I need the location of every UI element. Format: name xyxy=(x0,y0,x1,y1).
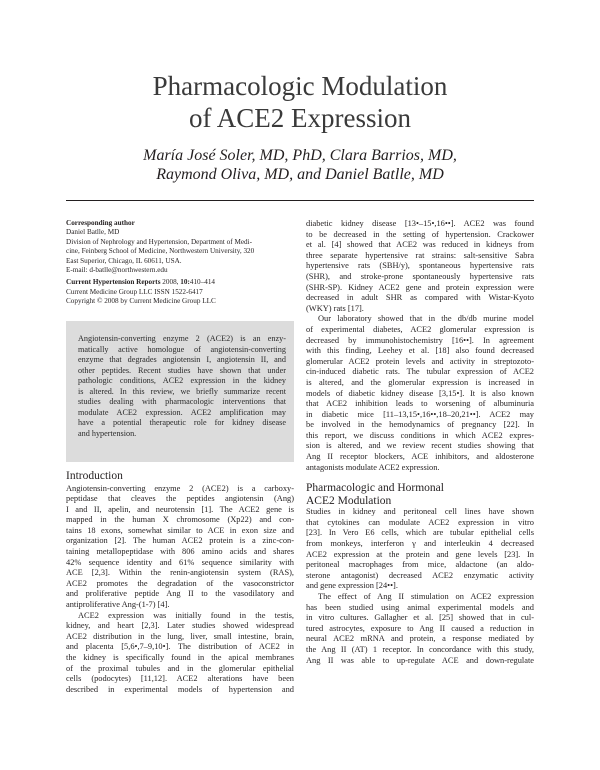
text-line: (WKY) rats [17]. xyxy=(306,303,364,313)
text-line: organization [2]. The human ACE2 protein is a zinc-con- xyxy=(66,536,294,546)
text-line: of the proximal tubules and in the glomerular epithelial xyxy=(66,663,294,673)
abstract-line: matically active homologue of angiotensin-converting xyxy=(78,344,286,354)
title-line-2: of ACE2 Expression xyxy=(189,103,411,133)
text-line: diabetic kidney disease [13•–15•,16••]. ACE2 was found xyxy=(306,219,534,228)
introduction-paragraph-2 xyxy=(66,611,294,696)
text-line: that ACE2 inhibition leads to worsening of albuminuria xyxy=(306,399,534,409)
introduction-paragraph-1 xyxy=(66,484,294,611)
journal-name: Current Hypertension Reports xyxy=(66,278,161,287)
text-line: Angiotensin-converting enzyme 2 (ACE2) is a carboxy- xyxy=(66,483,294,493)
text-line: with this finding, Leehey et al. [18] also found decreased xyxy=(306,346,534,356)
citation-block xyxy=(66,278,294,306)
section-heading xyxy=(306,482,534,507)
text-line: mapped in the human X chromosome (Xp22) and con- xyxy=(66,515,294,525)
abstract-line: pathologic conditions, ACE2 expression in the kidney xyxy=(78,376,286,385)
abstract-text xyxy=(78,334,286,439)
introduction-heading: Introduction xyxy=(66,470,123,482)
corresponding-email[interactable]: E-mail: d-batlle@northwestern.edu xyxy=(66,266,168,275)
text-line: ACE2 promotes the degradation of the vasoconstrictor xyxy=(66,578,294,588)
text-line: I and II, apelin, and neurotensin [1]. The ACE2 gene is xyxy=(66,504,294,514)
author-line-1: María José Soler, MD, PhD, Clara Barrios, MD, xyxy=(143,147,457,164)
text-line: taining metallopeptidase with 806 amino acids and shares xyxy=(66,547,294,557)
text-line: et al. [4] showed that ACE2 was reduced in kidneys from xyxy=(306,240,534,250)
text-line: antiproliferative Ang-(1-7) [4]. xyxy=(66,600,170,610)
corresponding-line: Division of Nephrology and Hypertension, Department of Medi- xyxy=(66,237,253,246)
text-line: glomerular ACE2 protein levels and activity in streptozoto- xyxy=(306,356,534,366)
text-line: is altered, and the glomerular expression is increased in xyxy=(306,377,534,387)
corresponding-line: Daniel Batlle, MD xyxy=(66,228,120,237)
text-line: has been studied using animal experimental models and xyxy=(306,602,534,612)
text-line: models of diabetic kidney disease [3,15•]. It is also known xyxy=(306,388,534,398)
section-heading-line-1: Pharmacologic and Hormonal xyxy=(306,482,444,495)
text-line: the Ang II (AT) 1 receptor. In concordance with this study, xyxy=(306,644,534,654)
text-line: this report, we discuss conditions in which ACE2 expres- xyxy=(306,430,534,440)
citation-volume: 10: xyxy=(180,278,190,287)
corresponding-heading: Corresponding author xyxy=(66,219,135,227)
right-column xyxy=(306,219,534,666)
abstract-line: Angiotensin-converting enzyme 2 (ACE2) is an enzy- xyxy=(78,334,286,343)
copyright-line: Copyright © 2008 by Current Medicine Group LLC xyxy=(66,297,216,306)
corresponding-author-block xyxy=(66,219,294,275)
citation-year: 2008, xyxy=(160,278,181,287)
corresponding-line: cine, Feinberg School of Medicine, Northwestern University, 320 xyxy=(66,247,255,256)
right-paragraph-2 xyxy=(306,314,534,473)
text-line: of experimental diabetes, ACE2 glomerular expression is xyxy=(306,324,534,334)
text-line: Ang II receptor blockers, ACE inhibitors, and aldosterone xyxy=(306,452,534,462)
abstract-line: and hypertension. xyxy=(78,428,137,438)
text-line: The effect of Ang II stimulation on ACE2 expression xyxy=(318,592,534,601)
title-line-1: Pharmacologic Modulation xyxy=(152,71,448,101)
text-line: (SHR), and stroke-prone spontaneously hypertensive rats xyxy=(306,271,534,281)
text-line: be involved in the hemodynamics of pregnancy [22]. In xyxy=(306,420,534,430)
text-line: described in experimental models of hypertension and xyxy=(66,684,294,694)
author-list xyxy=(0,146,600,184)
text-line: and proliferative peptide Ang II to the vasodilatory and xyxy=(66,589,294,599)
text-line: and placenta [5,6•,7–9,10•]. The distribution of ACE2 in xyxy=(66,642,294,652)
text-line: peptidase that cleaves the peptides angiotensin (Ang) xyxy=(66,494,294,504)
text-line: ACE2 expression at the protein and gene levels [23]. In xyxy=(306,549,534,559)
abstract-line: modulate ACE2 expression. ACE2 amplification may xyxy=(78,407,286,417)
text-line: from monkeys, interferon γ and interleukin 4 decreased xyxy=(306,539,534,549)
text-line: sterone antagonist) decreased ACE2 enzymatic activity xyxy=(306,570,534,580)
text-line: [23]. In Vero E6 cells, which are tubular epithelial cells xyxy=(306,528,534,538)
citation-line-1 xyxy=(66,278,294,287)
text-line: Ang II was able to up-regulate ACE and down-regulate xyxy=(306,655,534,665)
text-line: ACE2 distribution in the lung, liver, small intestine, brain, xyxy=(66,631,294,641)
author-line-2: Raymond Oliva, MD, and Daniel Batlle, MD xyxy=(156,166,444,183)
right-paragraph-1 xyxy=(306,219,534,314)
text-line: cells (podocytes) [11,12]. ACE2 alterations have been xyxy=(66,674,294,684)
abstract-box xyxy=(66,321,294,462)
text-line: ACE2 expression was initially found in the testis, xyxy=(78,610,294,620)
text-line: and gene expression [24••]. xyxy=(306,581,398,591)
text-line: neural ACE2 mRNA and protein, a response mediated by xyxy=(306,634,534,644)
citation-line-2: Current Medicine Group LLC ISSN 1522-6417 xyxy=(66,287,203,296)
text-line: kidney, and heart [2,3]. Later studies showed widespread xyxy=(66,621,294,631)
text-line: 42% sequence identity and 61% sequence similarity with xyxy=(66,557,294,567)
text-line: decreased in adult SHR as compared with Wistar-Kyoto xyxy=(306,293,534,303)
right-paragraph-3 xyxy=(306,507,534,592)
abstract-line: enzyme that degrades angiotensin I, angiotensin II, and xyxy=(78,355,286,364)
text-line: cin-induced diabetic rats. The tubular expression of ACE2 xyxy=(306,367,534,377)
abstract-line: is altered. In this review, we briefly summarize recent xyxy=(78,386,286,396)
text-line: that cytokines can modulate ACE2 expression in vitro xyxy=(306,517,534,527)
text-line: in diabetic mice [11–13,15•,16••,18–20,21••]. ACE2 may xyxy=(306,409,534,419)
text-line: in vitro cultures. Gallagher et al. [25] showed that in cul- xyxy=(306,613,534,623)
page-title xyxy=(0,70,600,134)
text-line: decreased by immunohistochemistry [16••]. In agreement xyxy=(306,335,534,345)
text-line: Studies in kidney and peritoneal cell lines have shown xyxy=(306,507,534,517)
abstract-line: other peptides. Recent studies have shown that under xyxy=(78,365,286,375)
text-line: tains 18 exons, somewhat similar to ACE in exon size and xyxy=(66,525,294,535)
text-line: tured astrocytes, exposure to Ang II caused a reduction in xyxy=(306,623,534,633)
title-divider xyxy=(66,200,534,201)
text-line: antagonists modulate ACE2 expression. xyxy=(306,462,440,472)
right-paragraph-4 xyxy=(306,592,534,666)
section-heading-line-2: ACE2 Modulation xyxy=(306,494,392,507)
text-line: the kidney is specifically found in the apical membranes xyxy=(66,653,294,662)
citation-pages: 410–414 xyxy=(189,278,216,287)
corresponding-line: East Superior, Chicago, IL 60611, USA. xyxy=(66,256,182,265)
abstract-line: studies dealing with pharmacologic interventions that xyxy=(78,397,286,406)
text-line: sion is altered, and we review recent studies showing that xyxy=(306,441,534,451)
introduction-section xyxy=(66,470,294,695)
text-line: hypertensive rats (SBH/y), spontaneous hypertensive rats xyxy=(306,261,534,271)
abstract-line: have a potential therapeutic role for kidney disease xyxy=(78,418,286,427)
text-line: to be decreased in the setting of hypertension. Crackower xyxy=(306,229,534,239)
text-line: peritoneal macrophages from mice, aldactone (an aldo- xyxy=(306,560,534,570)
text-line: Our laboratory showed that in the db/db murine model xyxy=(318,314,534,324)
text-line: ACE [2,3]. Within the renin-angiotensin system (RAS), xyxy=(66,568,294,578)
text-line: (SHR-SP). Kidney ACE2 gene and protein expression were xyxy=(306,282,534,292)
text-line: three separate hypertensive rat strains: salt-sensitive Sabra xyxy=(306,250,534,260)
